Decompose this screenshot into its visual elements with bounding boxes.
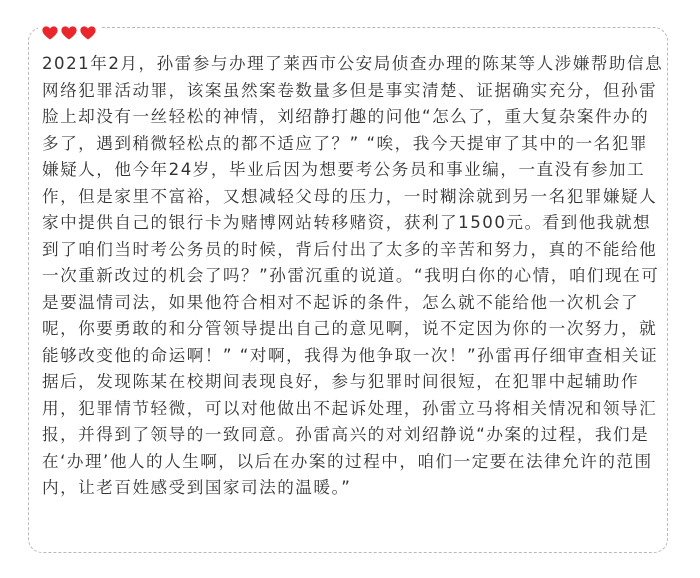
- heart-decoration: [38, 21, 100, 45]
- heart-icon: [80, 26, 96, 40]
- heart-icon: [61, 26, 77, 40]
- article-paragraph: 2021年2月，孙雷参与办理了莱西市公安局侦查办理的陈某等人涉嫌帮助信息网络犯罪活动罪，该案虽然案卷数量多但是事实清楚、证据确实充分，但孙雷脸上却没有一丝轻松的神情，刘绍静打趣的问他“怎么了，重大复杂案件办的多了，遇到稍微轻松点的都不适应了？” “唉，我今天提审了其中的一名犯罪嫌疑人，他今年24岁，毕业后因为想要考公务员和事业编，一直没有参加工作，但是家里不富裕，又想减轻父母的压力，一时糊涂就到另一名犯罪嫌疑人家中提供自己的银行卡为赌博网站转移赌资，获利了1500元。看到他我就想到了咱们当时考公务员的时候，背后付出了太多的辛苦和努力，真的不能给他一次重新改过的机会了吗？”孙雷沉重的说道。“我明白你的心情，咱们现在可是要温情司法，如果他符合相对不起诉的条件，怎么就不能给他一次机会了呢，你要勇敢的和分管领导提出自己的意见啊，说不定因为你的一次努力，就能够改变他的命运啊！” “对啊，我得为他争取一次！”孙雷再仔细审查相关证据后，发现陈某在校期间表现良好，参与犯罪时间很短，在犯罪中起辅助作用，犯罪情节轻微，可以对他做出不起诉处理，孙雷立马将相关情况和领导汇报，并得到了领导的一致同意。孙雷高兴的对刘绍静说“办案的过程，我们是在‘办理’他人的人生啊，以后在办案的过程中，咱们一定要在法律允许的范围内，让老百姓感受到国家司法的温暖。”: [42, 54, 664, 497]
- heart-icon: [42, 26, 58, 40]
